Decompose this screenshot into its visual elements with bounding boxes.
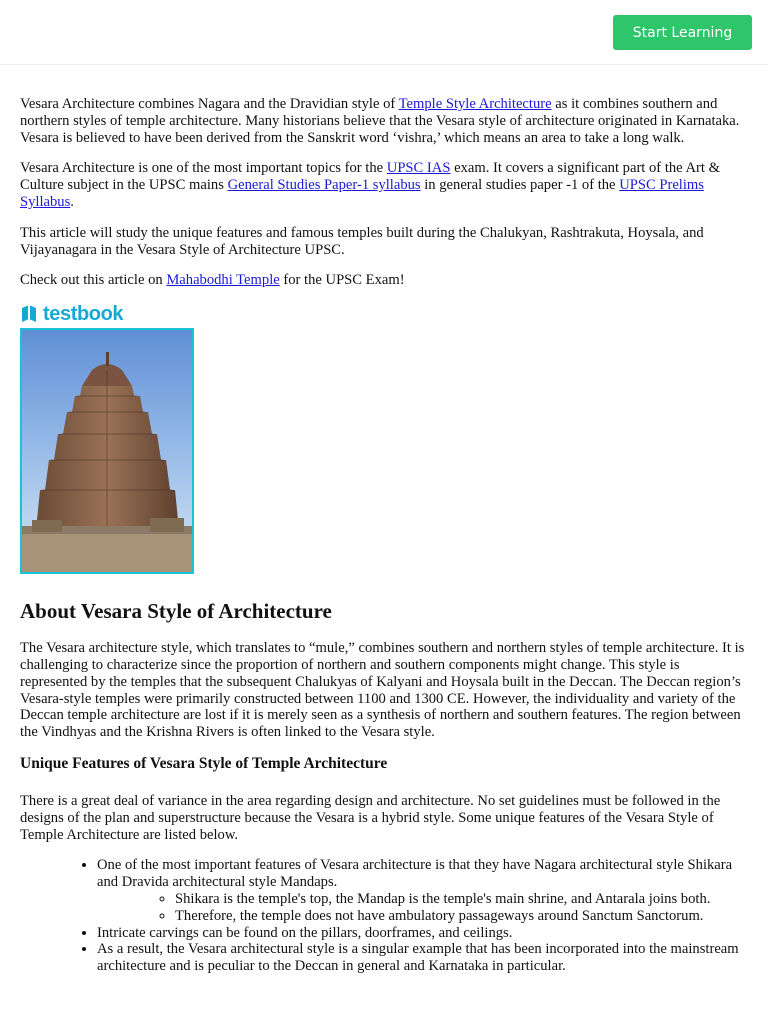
intro-paragraph-2: Vesara Architecture is one of the most important topics for the UPSC IAS exam. It covers a significant part of the Art & Culture subject in the UPSC mains General Studies Paper-1 syllabus in general studies paper -1 of the UPSC Prelims Syllabus. bbox=[20, 160, 720, 210]
upsc-prelims-syllabus-link[interactable]: UPSC Prelims Syllabus bbox=[20, 177, 704, 210]
intro-paragraph-4: Check out this article on Mahabodhi Temple for the UPSC Exam! bbox=[20, 272, 405, 289]
article-body bbox=[20, 96, 750, 975]
top-bar bbox=[0, 0, 768, 65]
testbook-logo: testbook bbox=[20, 303, 750, 325]
list-item: ◦ Therefore, the temple does not have ambulatory passageways around Sanctum Sanctorum. bbox=[175, 908, 750, 925]
features-heading: Unique Features of Vesara Style of Temple Architecture bbox=[20, 754, 388, 772]
gs-paper-1-syllabus-link[interactable]: General Studies Paper-1 syllabus bbox=[227, 177, 421, 194]
features-paragraph: There is a great deal of variance in the area regarding design and architecture. No set guidelines must be followed in the designs of the plan and superstructure because the Vesara is a hybrid style. Some unique features of the Vesara Style of Temple Architecture are listed below. bbox=[20, 792, 721, 843]
features-list bbox=[20, 857, 750, 975]
about-heading: About Vesara Style of Architecture bbox=[20, 599, 332, 624]
temple-image bbox=[20, 328, 194, 574]
about-paragraph: The Vesara architecture style, which translates to “mule,” combines southern and northern styles of temple architecture. It is challenging to characterize since the proportion of northern and southern components might change. This style is represented by the temples that the subsequent Chalukyas of Kalyani and Hoysala built in the Deccan. The Deccan region’s Vesara-style temples were primarily constructed between 1100 and 1300 CE. However, the individuality and variety of the Deccan temple architecture are lost if it is merely seen as a synthesis of northern and southern features. The region between the Vindhyas and the Krishna Rivers is often linked to the Vesara style. bbox=[20, 640, 745, 741]
intro-paragraph-1: Vesara Architecture combines Nagara and the Dravidian style of Temple Style Architecture as it combines southern and northern styles of temple architecture. Many historians believe that the Vesara style of architecture originated in Karnataka. Vesara is believed to have been derived from the Sanskrit word ‘vishra,’ which means an area to take a long walk. bbox=[20, 96, 740, 146]
list-item: • One of the most important features of Vesara architecture is that they have Nagara architectural style Shikara and Dravida architectural style Mandaps. ◦ Shikara is the temple's top, the Mandap is the temple's main shrine, and Antarala joins both. ◦ Therefore, the temple does not have ambulatory passageways around Sanctum Sanctorum. bbox=[97, 857, 750, 924]
temple-style-architecture-link[interactable]: Temple Style Architecture bbox=[398, 96, 552, 112]
list-item: • As a result, the Vesara architectural style is a singular example that has been incorporated into the mainstream architecture and is peculiar to the Deccan in general and Karnataka in particular. bbox=[97, 941, 750, 975]
list-item: • Intricate carvings can be found on the pillars, doorframes, and ceilings. bbox=[97, 925, 750, 942]
mahabodhi-temple-link[interactable]: Mahabodhi Temple bbox=[166, 272, 280, 289]
testbook-logo-icon bbox=[20, 304, 38, 324]
start-learning-button[interactable]: Start Learning bbox=[613, 15, 752, 50]
list-item: ◦ Shikara is the temple's top, the Mandap is the temple's main shrine, and Antarala joins both. bbox=[175, 891, 750, 908]
upsc-ias-link[interactable]: UPSC IAS bbox=[386, 160, 451, 177]
intro-paragraph-3: This article will study the unique features and famous temples built during the Chalukyan, Rashtrakuta, Hoysala, and Vijayanagara in the Vesara Style of Architecture UPSC. bbox=[20, 224, 704, 258]
sub-list bbox=[97, 891, 750, 925]
